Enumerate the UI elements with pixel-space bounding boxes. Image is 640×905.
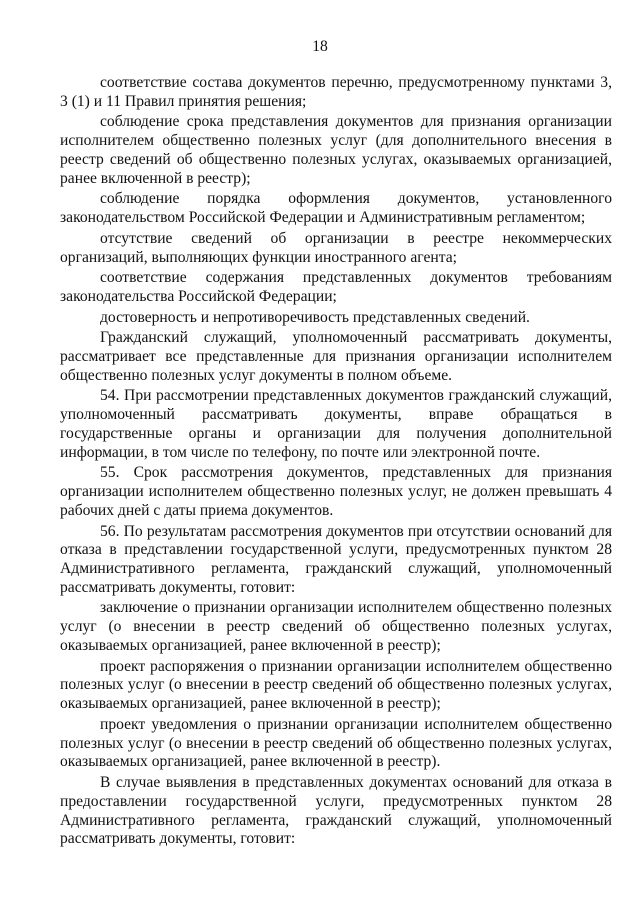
page-number: 18 [312, 38, 328, 55]
paragraph: соответствие состава документов перечню, предусмотренному пунктами 3, 3 (1) и 11 Правил принятия решения; [60, 74, 612, 110]
paragraph: отсутствие сведений об организации в реестре некоммерческих организаций, выполняющих функции иностранного агента; [60, 229, 612, 266]
paragraph: соблюдение порядка оформления документов, установленного законодательством Российской Федерации и Административным регламентом; [60, 190, 612, 227]
paragraph: соблюдение срока представления документов для признания организации исполнителем общественно полезных услуг (для дополнительного внесения в реестр сведений об общественно полезных услугах, оказываемых организацией, ранее включенной в реестр); [60, 113, 612, 187]
paragraph: соответствие содержания представленных документов требованиям законодательства Российской Федерации; [60, 269, 612, 305]
paragraph: проект распоряжения о признании организации исполнителем общественно полезных услуг (о внесении в реестр сведений об общественно полезных услугах, оказываемых организацией, ранее включенной в реестр); [60, 657, 612, 713]
paragraph-item-54: 54. При рассмотрении представленных документов гражданский служащий, уполномоченный рассматривать документы, вправе обращаться в государственные органы и организации для получения дополнительной информации, в том числе по телефону, по почте или электронной почте. [60, 387, 612, 461]
paragraph: проект уведомления о признании организации исполнителем общественно полезных услуг (о внесении в реестр сведений об общественно полезных услугах, оказываемых организацией, ранее включенной в реестр). [60, 715, 612, 771]
paragraph-item-55: 55. Срок рассмотрения документов, представленных для признания организации исполнителем общественно полезных услуг, не должен превышать 4 рабочих дней с даты приема документов. [60, 464, 612, 519]
paragraph: В случае выявления в представленных документах оснований для отказа в предоставлении государственной услуги, предусмотренных пунктом 28 Административного регламента, гражданский служащий, уполномоченный рассматривать документы, готовит: [60, 774, 612, 848]
paragraph-item-56: 56. По результатам рассмотрения документов при отсутствии оснований для отказа в представлении государственной услуги, предусмотренных пунктом 28 Административного регламента, гражданский служащий, уполномоченный рассматривать документы, готовит: [60, 522, 612, 596]
document-body [60, 74, 612, 851]
paragraph: Гражданский служащий, уполномоченный рассматривать документы, рассматривает все представленные для признания организации исполнителем общественно полезных услуг документы в полном объеме. [60, 329, 612, 384]
paragraph: заключение о признании организации исполнителем общественно полезных услуг (о внесении в реестр сведений об общественно полезных услугах, оказываемых организацией, ранее включенной в реестр); [60, 599, 612, 655]
paragraph: достоверность и непротиворечивость представленных сведений. [100, 308, 530, 326]
